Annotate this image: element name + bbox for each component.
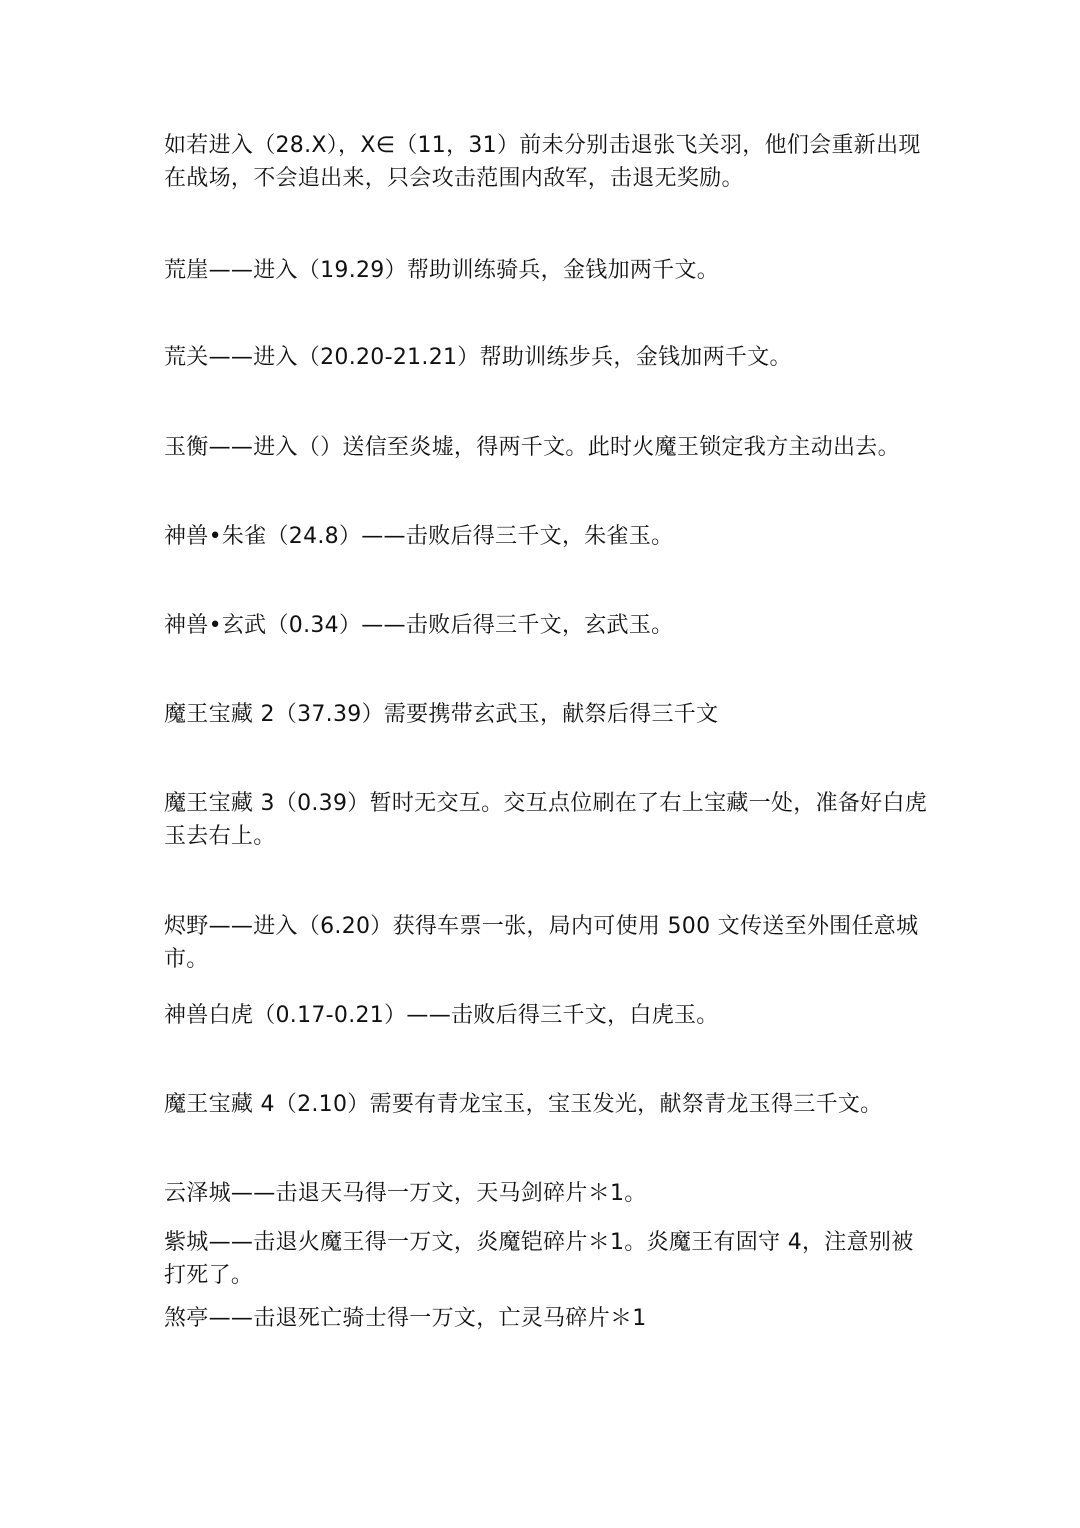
paragraph-13: 紫城——击退火魔王得一万文，炎魔铠碎片＊1。炎魔王有固守 4，注意别被打死了。 (164, 1230, 914, 1288)
paragraph-14: 煞亭——击退死亡骑士得一万文，亡灵马碎片＊1 (164, 1306, 647, 1331)
paragraph-10: 神兽白虎（0.17-0.21）——击败后得三千文，白虎玉。 (164, 1003, 719, 1028)
paragraph-12: 云泽城——击退天马得一万文，天马剑碎片＊1。 (164, 1181, 647, 1206)
paragraph-7: 魔王宝藏 2（37.39）需要携带玄武玉，献祭后得三千文 (164, 702, 719, 727)
paragraph-4: 玉衡——进入（）送信至炎墟，得两千文。此时火魔王锁定我方主动出去。 (164, 435, 900, 460)
paragraph-9: 烬野——进入（6.20）获得车票一张，局内可使用 500 文传送至外围任意城市。 (164, 914, 919, 972)
paragraph-1: 如若进入（28.X），X∈（11，31）前未分别击退张飞关羽，他们会重新出现在战场，不会追出来，只会攻击范围内敌军，击退无奖励。 (164, 133, 921, 191)
paragraph-8: 魔王宝藏 3（0.39）暂时无交互。交互点位刷在了右上宝藏一处，准备好白虎玉去右上。 (164, 791, 928, 849)
paragraph-11: 魔王宝藏 4（2.10）需要有青龙宝玉，宝玉发光，献祭青龙玉得三千文。 (164, 1092, 883, 1117)
paragraph-6: 神兽•玄武（0.34）——击败后得三千文，玄武玉。 (164, 613, 674, 638)
paragraph-5: 神兽•朱雀（24.8）——击败后得三千文，朱雀玉。 (164, 524, 674, 549)
paragraph-3: 荒关——进入（20.20-21.21）帮助训练步兵，金钱加两千文。 (164, 345, 792, 370)
paragraph-2: 荒崖——进入（19.29）帮助训练骑兵，金钱加两千文。 (164, 258, 720, 283)
